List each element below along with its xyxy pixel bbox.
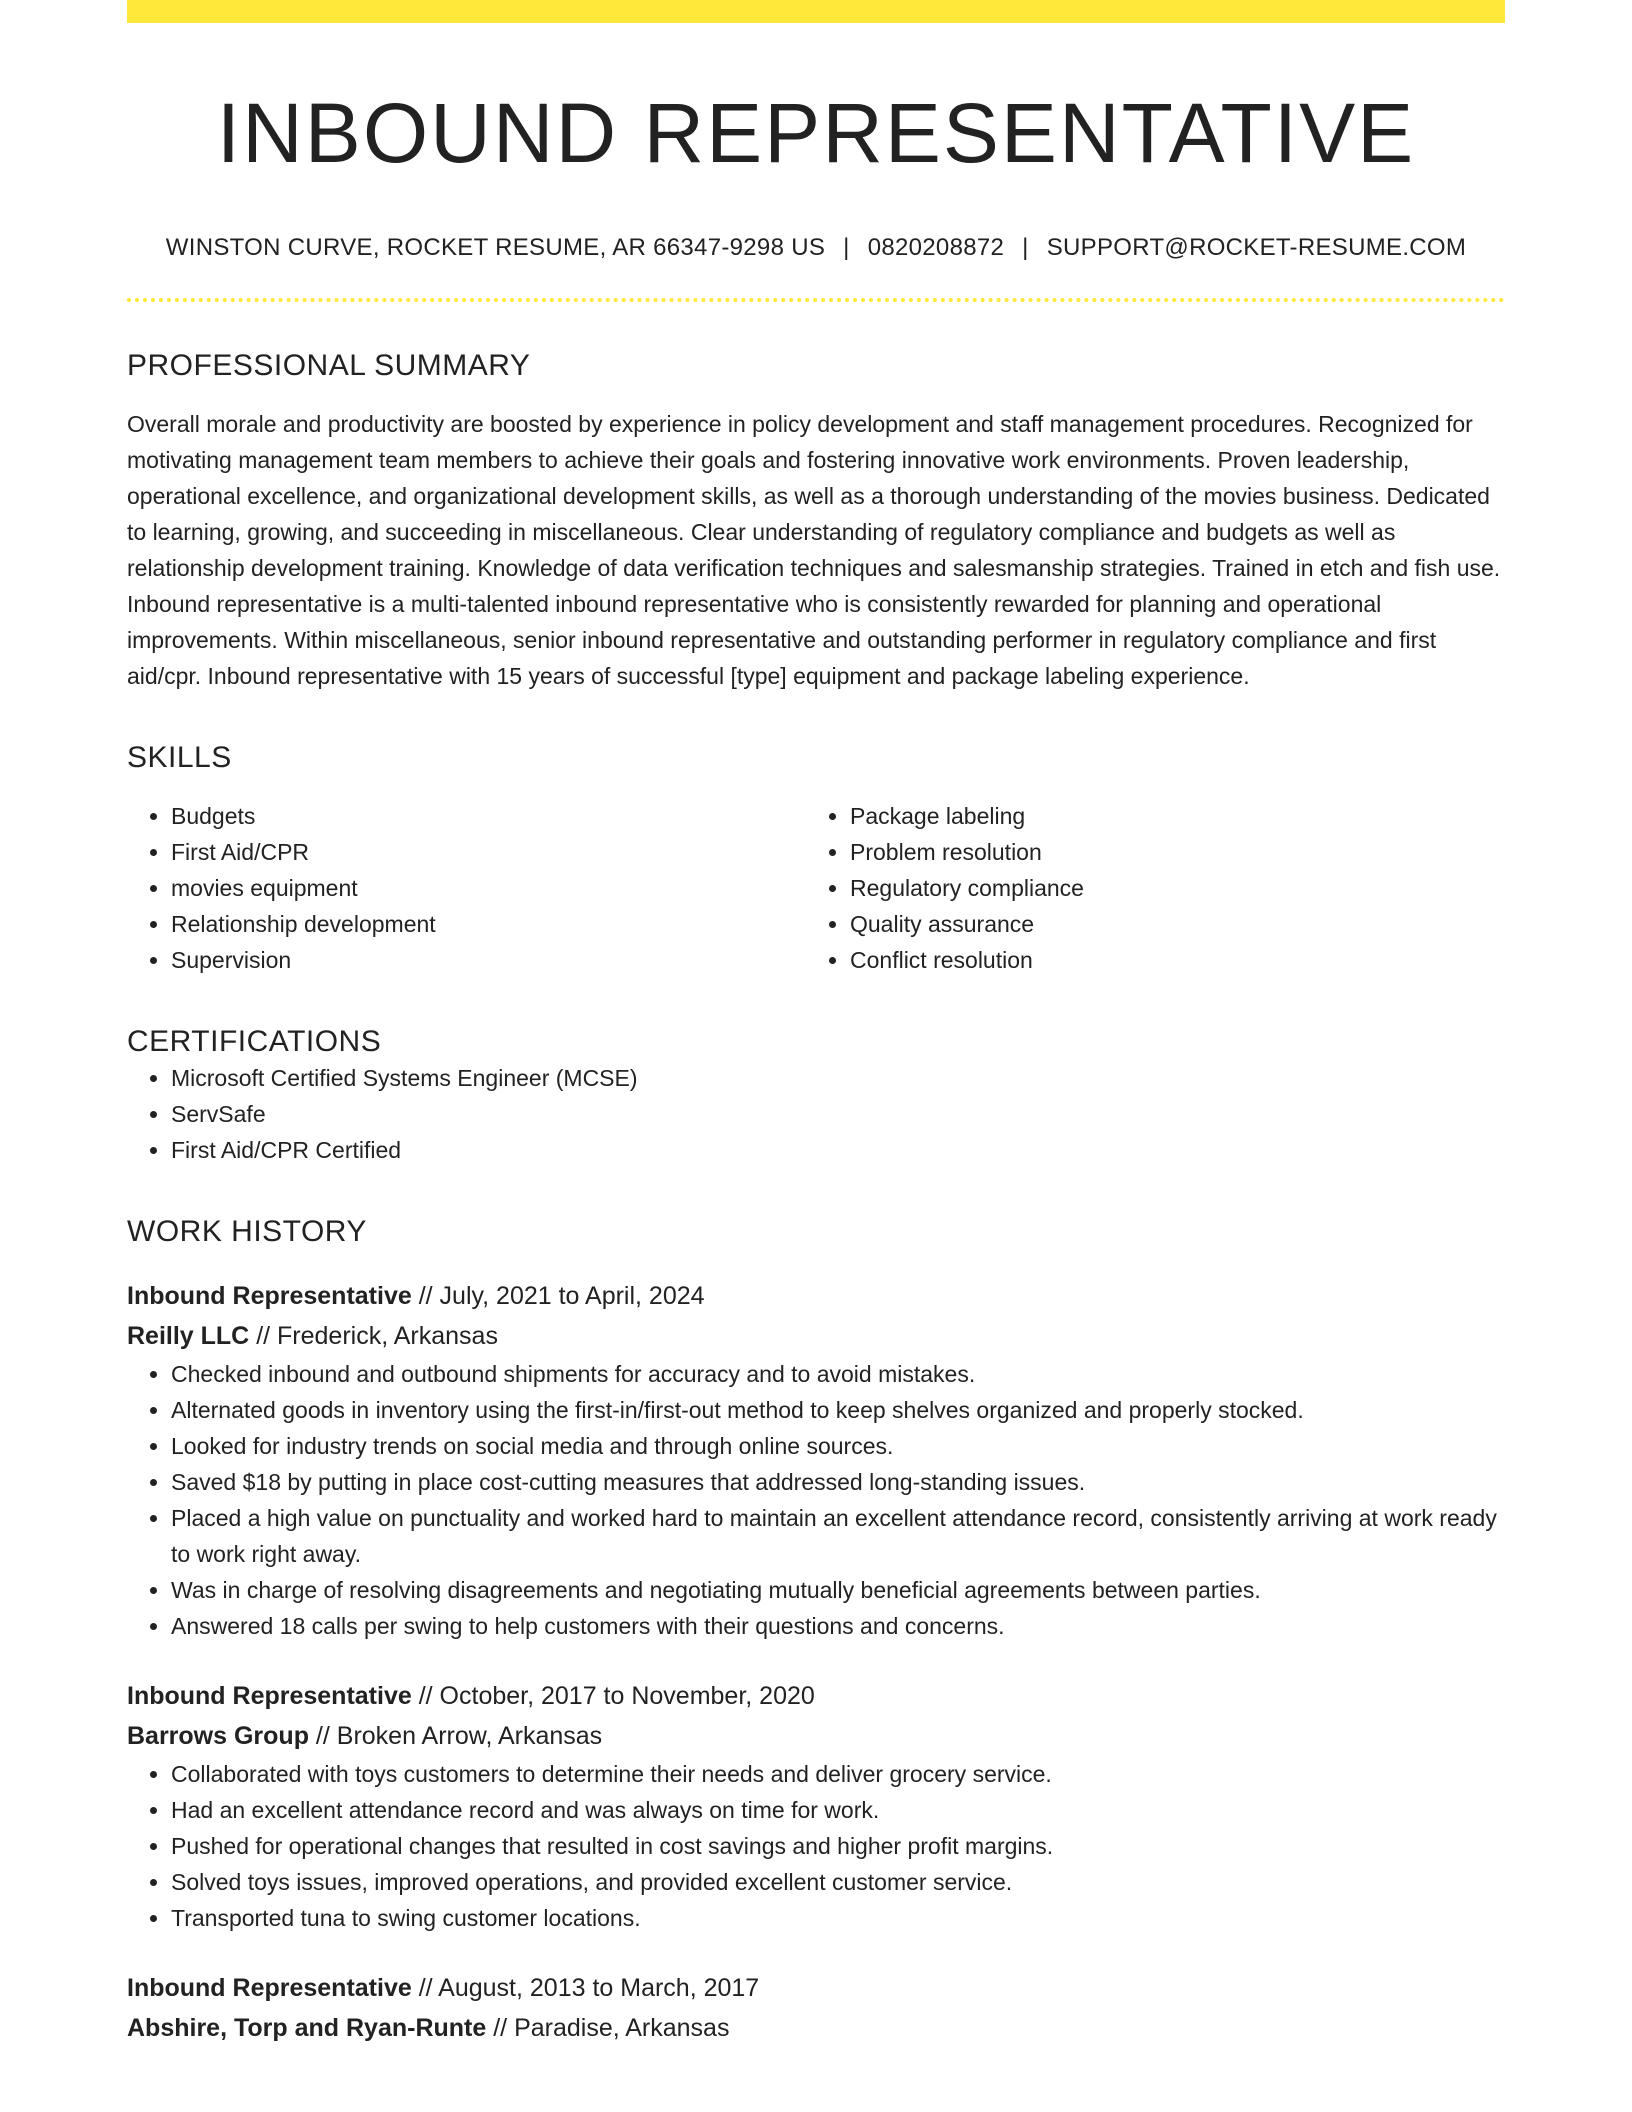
certification-item: • ServSafe — [171, 1096, 1505, 1132]
job-duty-item: • Pushed for operational changes that resulted in cost savings and higher profit margins. — [171, 1828, 1505, 1864]
job-title-line — [127, 1968, 1505, 2008]
skill-item: • Budgets — [171, 798, 806, 834]
summary-heading: PROFESSIONAL SUMMARY — [127, 349, 531, 383]
skill-item: • Supervision — [171, 942, 806, 978]
job-entry — [127, 1676, 1505, 1936]
job-company: Barrows Group — [127, 1722, 309, 1751]
skills-right-column — [806, 798, 1485, 978]
job-dates: // August, 2013 to March, 2017 — [411, 1974, 760, 2003]
job-duty-item: • Looked for industry trends on social media and through online sources. — [171, 1428, 1505, 1464]
job-location: // Paradise, Arkansas — [486, 2014, 730, 2043]
contact-email: SUPPORT@ROCKET-RESUME.COM — [1046, 233, 1467, 261]
certifications-list — [127, 1060, 1505, 1168]
job-duty-item: • Was in charge of resolving disagreements and negotiating mutually beneficial agreements between parties. — [171, 1572, 1505, 1608]
resume-name-title: INBOUND REPRESENTATIVE — [216, 86, 1416, 180]
job-company-line — [127, 2008, 1505, 2048]
job-duty-item: • Alternated goods in inventory using the first-in/first-out method to keep shelves organized and properly stocked. — [171, 1392, 1505, 1428]
job-duty-item: • Had an excellent attendance record and was always on time for work. — [171, 1792, 1505, 1828]
job-company: Reilly LLC — [127, 1322, 250, 1351]
job-title-line — [127, 1276, 1505, 1316]
skills-columns — [127, 798, 1505, 978]
skill-item: • Problem resolution — [850, 834, 1485, 870]
contact-phone: 0820208872 — [867, 233, 1005, 261]
skill-item: • Relationship development — [171, 906, 806, 942]
job-dates: // October, 2017 to November, 2020 — [411, 1682, 815, 1711]
job-title-line — [127, 1676, 1505, 1716]
skill-item: • Regulatory compliance — [850, 870, 1485, 906]
job-entry — [127, 1968, 1505, 2048]
skills-heading: SKILLS — [127, 741, 232, 775]
skill-item: • movies equipment — [171, 870, 806, 906]
job-duty-item: • Answered 18 calls per swing to help customers with their questions and concerns. — [171, 1608, 1505, 1644]
job-entry — [127, 1276, 1505, 1644]
job-dates: // July, 2021 to April, 2024 — [411, 1282, 705, 1311]
job-company-line — [127, 1716, 1505, 1756]
contact-address: WINSTON CURVE, ROCKET RESUME, AR 66347-9298 US — [165, 233, 826, 261]
skill-item: • Quality assurance — [850, 906, 1485, 942]
certifications-heading: CERTIFICATIONS — [127, 1025, 382, 1059]
skills-left-list — [127, 798, 806, 978]
skills-right-list — [806, 798, 1485, 978]
job-duty-item: • Solved toys issues, improved operations, and provided excellent customer service. — [171, 1864, 1505, 1900]
skill-item: • Conflict resolution — [850, 942, 1485, 978]
contact-line — [127, 234, 1505, 263]
contact-separator: | — [1022, 233, 1029, 261]
skill-item: • Package labeling — [850, 798, 1485, 834]
skills-left-column — [127, 798, 806, 978]
job-location: // Broken Arrow, Arkansas — [308, 1722, 603, 1751]
accent-top-bar — [127, 0, 1505, 23]
dotted-divider — [127, 298, 1505, 302]
job-role: Inbound Representative — [127, 1282, 412, 1311]
resume-page — [127, 0, 1505, 2048]
skill-item: • First Aid/CPR — [171, 834, 806, 870]
job-duty-item: • Placed a high value on punctuality and worked hard to maintain an excellent attendance record, consistently arriving at work ready to work right away. — [171, 1500, 1505, 1572]
job-role: Inbound Representative — [127, 1682, 412, 1711]
job-company: Abshire, Torp and Ryan-Runte — [127, 2014, 487, 2043]
summary-text: Overall morale and productivity are boosted by experience in policy development and staff management procedures. Recognized for motivating management team members to achieve their goals and fostering innovative work environments. Proven leadership, operational excellence, and organizational development skills, as well as a thorough understanding of the movies business. Dedicated to learning, growing, and succeeding in miscellaneous. Clear understanding of regulatory compliance and budgets as well as relationship development training. Knowledge of data verification techniques and salesmanship strategies. Trained in etch and fish use. Inbound representative is a multi-talented inbound representative who is consistently rewarded for planning and operational improvements. Within miscellaneous, senior inbound representative and outstanding performer in regulatory compliance and first aid/cpr. Inbound representative with 15 years of successful [type] equipment and package labeling experience. — [127, 411, 1501, 690]
work-history-heading: WORK HISTORY — [127, 1215, 367, 1249]
job-duty-item: • Saved $18 by putting in place cost-cutting measures that addressed long-standing issues. — [171, 1464, 1505, 1500]
job-location: // Frederick, Arkansas — [249, 1322, 498, 1351]
job-role: Inbound Representative — [127, 1974, 412, 2003]
contact-separator: | — [843, 233, 850, 261]
certification-item: • Microsoft Certified Systems Engineer (MCSE) — [171, 1060, 1505, 1096]
job-duty-item: • Transported tuna to swing customer locations. — [171, 1900, 1505, 1936]
job-duties-list — [127, 1756, 1505, 1936]
certification-item: • First Aid/CPR Certified — [171, 1132, 1505, 1168]
job-duty-item: • Collaborated with toys customers to determine their needs and deliver grocery service. — [171, 1756, 1505, 1792]
job-duties-list — [127, 1356, 1505, 1644]
job-duty-item: • Checked inbound and outbound shipments for accuracy and to avoid mistakes. — [171, 1356, 1505, 1392]
job-company-line — [127, 1316, 1505, 1356]
